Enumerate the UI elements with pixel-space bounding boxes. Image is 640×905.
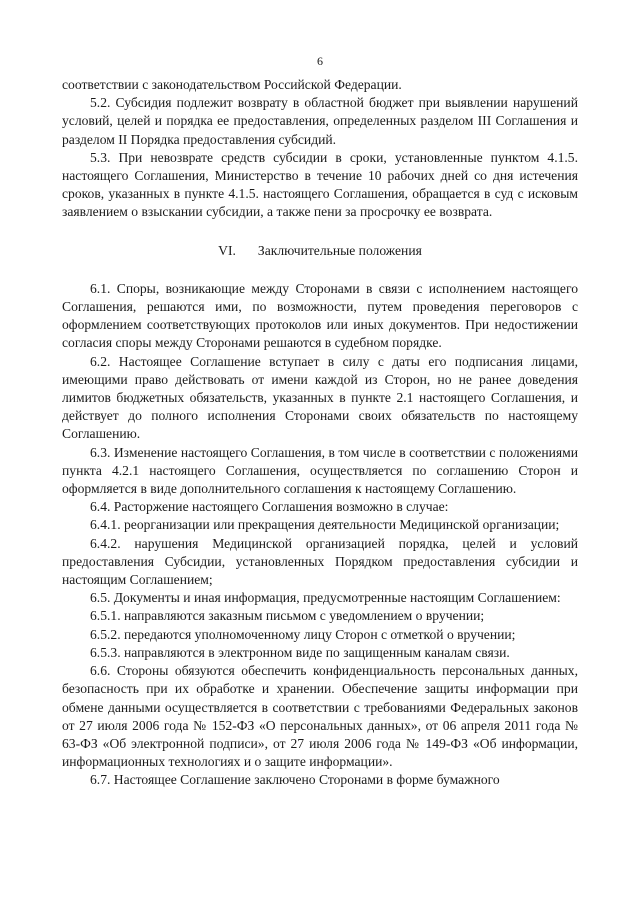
paragraph-6-5: 6.5. Документы и иная информация, предусмотренные настоящим Соглашением: <box>90 590 561 606</box>
section-number: VI. <box>218 242 236 258</box>
paragraph-5-2: 5.2. Субсидия подлежит возврату в областной бюджет при выявлении нарушений условий, целей и порядка ее предоставления, определенных разделом III Соглашения и разделом II Порядка предоставления субсидий. <box>62 95 578 147</box>
paragraph-continuation: соответствии с законодательством Российской Федерации. <box>62 77 402 92</box>
paragraph-6-4-1: 6.4.1. реорганизации или прекращения деятельности Медицинской организации; <box>90 517 560 533</box>
paragraph-6-5-3: 6.5.3. направляются в электронном виде по защищенным каналам связи. <box>90 644 510 660</box>
paragraph-6-3: 6.3. Изменение настоящего Соглашения, в том числе в соответствии с положениями пункта 4.2.1 настоящего Соглашения, осуществляется по соглашению Сторон и оформляется в виде дополнительного соглашения к настоящему Соглашению. <box>62 444 578 497</box>
paragraph-6-5-2: 6.5.2. передаются уполномоченному лицу Сторон с отметкой о вручении; <box>90 626 516 642</box>
paragraph-6-5-1: 6.5.1. направляются заказным письмом с уведомлением о вручении; <box>90 608 485 624</box>
section-heading <box>62 242 578 260</box>
paragraph-5-3: 5.3. При невозврате средств субсидии в сроки, установленные пунктом 4.1.5. настоящего Соглашения, Министерство в течение 10 рабочих дней со дня истечения сроков, указанных в пункте 4.1.5. настоящего Соглашения, обращается в суд с исковым заявлением о взыскании субсидии, а также пени за просрочку ее возврата. <box>62 149 578 220</box>
section-title: Заключительные положения <box>257 242 422 258</box>
document-body <box>62 76 578 790</box>
paragraph-6-7: 6.7. Настоящее Соглашение заключено Сторонами в форме бумажного <box>90 772 500 788</box>
paragraph-6-2: 6.2. Настоящее Соглашение вступает в силу с даты его подписания лицами, имеющими право действовать от имени каждой из Сторон, но не ранее доведения лимитов бюджетных обязательств, указанных в пункте 2.1 настоящего Соглашения, и действует до полного исполнения Сторонами своих обязательств по настоящему Соглашению. <box>62 353 578 442</box>
paragraph-6-4: 6.4. Расторжение настоящего Соглашения возможно в случае: <box>90 499 449 515</box>
paragraph-6-4-2: 6.4.2. нарушения Медицинской организацией порядка, целей и условий предоставления Субсидии, установленных Порядком предоставления субсидии и настоящим Соглашением; <box>62 535 578 588</box>
paragraph-6-6: 6.6. Стороны обязуются обеспечить конфиденциальность персональных данных, безопасность при их обработке и хранении. Обеспечение защиты информации при обмене данными осуществляется в соответствии с требованиями Федеральных законов от 27 июля 2006 года № 152-ФЗ «О персональных данных», от 06 апреля 2011 года № 63-ФЗ «Об электронной подписи», от 27 июля 2006 года № 149-ФЗ «Об информации, информационных технологиях и о защите информации». <box>62 663 578 770</box>
paragraph-6-1: 6.1. Споры, возникающие между Сторонами в связи с исполнением настоящего Соглашения, решаются ими, по возможности, путем проведения переговоров с оформлением соответствующих протоколов или иных документов. При недостижении согласия споры между Сторонами решаются в судебном порядке. <box>62 280 578 351</box>
page-number: 6 <box>317 54 323 68</box>
